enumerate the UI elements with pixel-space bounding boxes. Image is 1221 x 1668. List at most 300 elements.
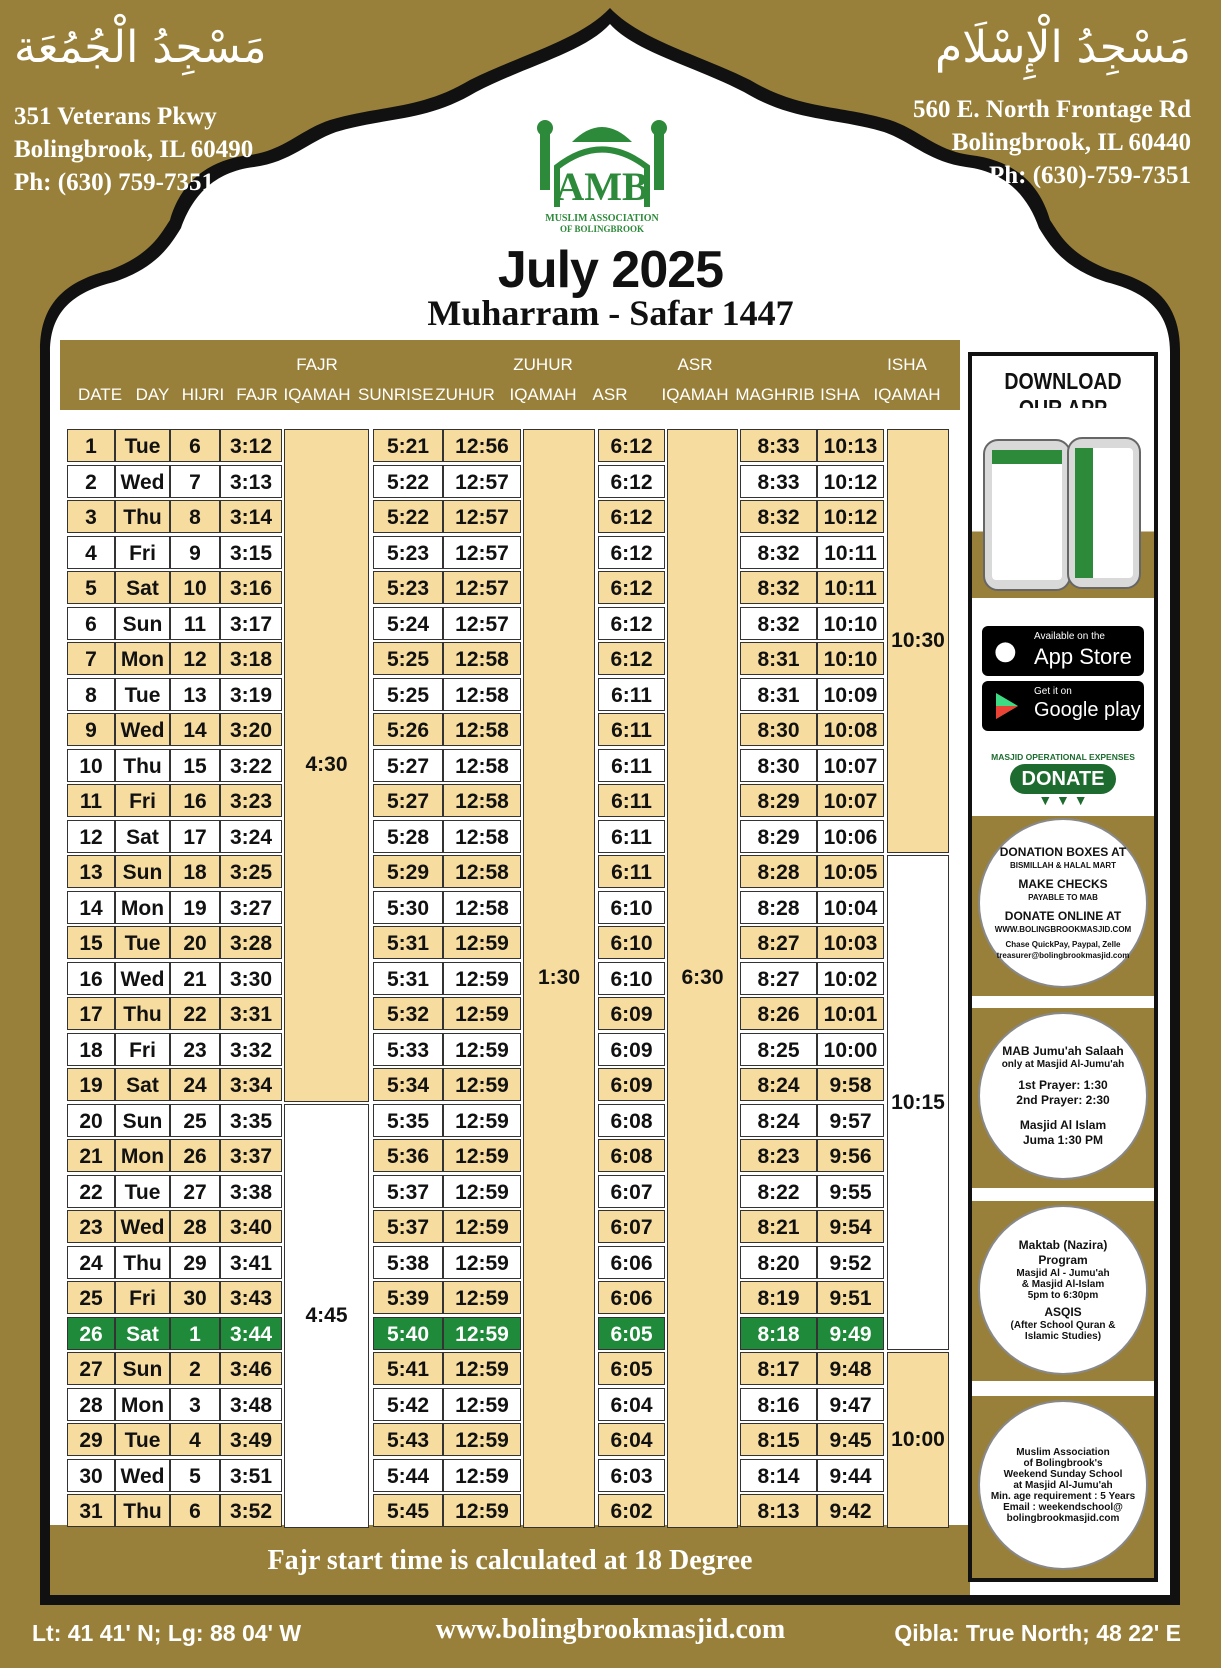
table-row bbox=[65, 1351, 957, 1386]
asr-cell: 6:12 bbox=[598, 607, 665, 640]
zuhur-cell: 12:59 bbox=[443, 1175, 521, 1208]
isha-cell: 9:54 bbox=[817, 1210, 884, 1243]
hijri-cell: 8 bbox=[170, 500, 220, 533]
isha-cell: 10:10 bbox=[817, 642, 884, 675]
day-cell: Sat bbox=[115, 571, 170, 604]
maghrib-cell: 8:28 bbox=[740, 891, 817, 924]
hijri-cell: 3 bbox=[170, 1388, 220, 1421]
hijri-cell: 16 bbox=[170, 784, 220, 817]
date-cell: 20 bbox=[67, 1104, 115, 1137]
isha-cell: 10:12 bbox=[817, 465, 884, 498]
jumuah-l5: Masjid Al Islam bbox=[1019, 1118, 1107, 1132]
day-cell: Sat bbox=[115, 820, 170, 853]
logo-line1: MUSLIM ASSOCIATION bbox=[545, 213, 659, 224]
table-row bbox=[65, 641, 957, 676]
asr-cell: 6:10 bbox=[598, 891, 665, 924]
maghrib-cell: 8:19 bbox=[740, 1281, 817, 1314]
maghrib-cell: 8:16 bbox=[740, 1388, 817, 1421]
isha-cell: 10:07 bbox=[817, 784, 884, 817]
table-row bbox=[65, 1032, 957, 1067]
sunrise-cell: 5:28 bbox=[373, 820, 443, 853]
sunrise-cell: 5:27 bbox=[373, 784, 443, 817]
day-cell: Thu bbox=[115, 1494, 170, 1527]
maghrib-cell: 8:30 bbox=[740, 713, 817, 746]
sunrise-cell: 5:42 bbox=[373, 1388, 443, 1421]
isha-iqamah-block-3: 10:00 bbox=[887, 1352, 949, 1528]
asr-cell: 6:05 bbox=[598, 1352, 665, 1385]
fajr-cell: 3:20 bbox=[220, 713, 282, 746]
day-cell: Mon bbox=[115, 1139, 170, 1172]
asr-cell: 6:10 bbox=[598, 926, 665, 959]
appstore-big-text: App Store bbox=[1034, 644, 1132, 669]
zuhur-cell: 12:57 bbox=[443, 500, 521, 533]
sunrise-cell: 5:40 bbox=[373, 1317, 443, 1350]
mab-logo bbox=[532, 112, 672, 242]
header-isha-iqamah-top: ISHA bbox=[887, 355, 927, 374]
zuhur-cell: 12:58 bbox=[443, 749, 521, 782]
date-cell: 3 bbox=[67, 500, 115, 533]
table-row bbox=[65, 1103, 957, 1138]
asr-cell: 6:12 bbox=[598, 571, 665, 604]
table-row bbox=[65, 535, 957, 570]
zuhur-cell: 12:58 bbox=[443, 784, 521, 817]
donate-arrows-icon: ▼ ▼ ▼ bbox=[1038, 792, 1088, 808]
fajr-cell: 3:16 bbox=[220, 571, 282, 604]
asr-cell: 6:11 bbox=[598, 784, 665, 817]
sunrise-cell: 5:27 bbox=[373, 749, 443, 782]
mosque-logo-icon bbox=[532, 112, 672, 212]
jumuah-l6: Juma 1:30 PM bbox=[1022, 1133, 1104, 1147]
day-cell: Sat bbox=[115, 1317, 170, 1350]
zuhur-cell: 12:57 bbox=[443, 607, 521, 640]
hijri-title: Muharram - Safar 1447 bbox=[427, 293, 794, 333]
sunrise-cell: 5:41 bbox=[373, 1352, 443, 1385]
hijri-cell: 4 bbox=[170, 1423, 220, 1456]
day-cell: Mon bbox=[115, 642, 170, 675]
hijri-cell: 9 bbox=[170, 536, 220, 569]
date-cell: 31 bbox=[67, 1494, 115, 1527]
jumuah-l1: MAB Jumu'ah Salaah bbox=[1002, 1044, 1124, 1058]
right-masjid-arabic-name: مَسْجِدُ الْإِسْلَام bbox=[935, 22, 1191, 73]
sunrise-cell: 5:36 bbox=[373, 1139, 443, 1172]
table-row bbox=[65, 1174, 957, 1209]
day-cell: Sun bbox=[115, 855, 170, 888]
day-cell: Wed bbox=[115, 1210, 170, 1243]
left-address-line2: Bolingbrook, IL 60490 bbox=[14, 136, 254, 163]
coordinates: Lt: 41 41' N; Lg: 88 04' W bbox=[32, 1620, 302, 1646]
logo-line2: OF BOLINGBROOK bbox=[560, 224, 644, 234]
isha-cell: 10:00 bbox=[817, 1033, 884, 1066]
sunrise-cell: 5:31 bbox=[373, 962, 443, 995]
table-row bbox=[65, 428, 957, 463]
fajr-cell: 3:40 bbox=[220, 1210, 282, 1243]
day-cell: Tue bbox=[115, 926, 170, 959]
fajr-cell: 3:35 bbox=[220, 1104, 282, 1137]
sunrise-cell: 5:24 bbox=[373, 607, 443, 640]
donate-button[interactable] bbox=[1010, 764, 1116, 794]
hijri-cell: 14 bbox=[170, 713, 220, 746]
maghrib-cell: 8:14 bbox=[740, 1459, 817, 1492]
day-cell: Wed bbox=[115, 713, 170, 746]
isha-iqamah-block-1: 10:30 bbox=[887, 429, 949, 853]
app-store-button[interactable] bbox=[982, 626, 1144, 676]
table-row bbox=[65, 1387, 957, 1422]
table-row bbox=[65, 1245, 957, 1280]
maghrib-cell: 8:31 bbox=[740, 678, 817, 711]
date-cell: 11 bbox=[67, 784, 115, 817]
zuhur-cell: 12:58 bbox=[443, 678, 521, 711]
maghrib-cell: 8:23 bbox=[740, 1139, 817, 1172]
left-masjid-address bbox=[14, 100, 253, 199]
day-cell: Thu bbox=[115, 749, 170, 782]
asr-cell: 6:07 bbox=[598, 1175, 665, 1208]
hijri-cell: 21 bbox=[170, 962, 220, 995]
maktab-l7: (After School Quran & bbox=[1010, 1320, 1116, 1331]
fajr-cell: 3:32 bbox=[220, 1033, 282, 1066]
jumuah-l3: 1st Prayer: 1:30 bbox=[1018, 1078, 1108, 1092]
fajr-cell: 3:34 bbox=[220, 1068, 282, 1101]
jumuah-l2: only at Masjid Al-Jumu'ah bbox=[1001, 1059, 1125, 1070]
fajr-cell: 3:44 bbox=[220, 1317, 282, 1350]
date-cell: 24 bbox=[67, 1246, 115, 1279]
header-fajr-iqamah-top: FAJR bbox=[296, 355, 338, 374]
sunrise-cell: 5:25 bbox=[373, 642, 443, 675]
right-address-line2: Bolingbrook, IL 60440 bbox=[951, 129, 1191, 156]
date-cell: 10 bbox=[67, 749, 115, 782]
school-l2: of Bolingbrook's bbox=[1023, 1457, 1103, 1469]
isha-cell: 9:55 bbox=[817, 1175, 884, 1208]
sunrise-cell: 5:29 bbox=[373, 855, 443, 888]
isha-cell: 9:56 bbox=[817, 1139, 884, 1172]
hijri-cell: 6 bbox=[170, 1494, 220, 1527]
zuhur-cell: 12:59 bbox=[443, 1139, 521, 1172]
maghrib-cell: 8:31 bbox=[740, 642, 817, 675]
fajr-cell: 3:52 bbox=[220, 1494, 282, 1527]
play-icon bbox=[992, 691, 1022, 721]
zuhur-cell: 12:58 bbox=[443, 820, 521, 853]
donation-l1: DONATION BOXES AT bbox=[999, 845, 1127, 859]
table-row bbox=[65, 1493, 957, 1528]
fajr-cell: 3:49 bbox=[220, 1423, 282, 1456]
maghrib-cell: 8:32 bbox=[740, 536, 817, 569]
maktab-l4: & Masjid Al-Islam bbox=[1021, 1279, 1105, 1290]
table-row bbox=[65, 748, 957, 783]
right-masjid-address bbox=[913, 93, 1191, 192]
school-l4: at Masjid Al-Jumu'ah bbox=[1013, 1479, 1113, 1491]
asr-cell: 6:11 bbox=[598, 820, 665, 853]
date-cell: 13 bbox=[67, 855, 115, 888]
zuhur-cell: 12:57 bbox=[443, 536, 521, 569]
date-cell: 1 bbox=[67, 429, 115, 462]
isha-cell: 9:51 bbox=[817, 1281, 884, 1314]
table-row bbox=[65, 996, 957, 1031]
isha-cell: 9:58 bbox=[817, 1068, 884, 1101]
table-row bbox=[65, 961, 957, 996]
day-cell: Mon bbox=[115, 1388, 170, 1421]
donation-circle bbox=[978, 818, 1148, 988]
date-cell: 9 bbox=[67, 713, 115, 746]
fajr-cell: 3:23 bbox=[220, 784, 282, 817]
zuhur-cell: 12:59 bbox=[443, 1494, 521, 1527]
zuhur-cell: 12:59 bbox=[443, 1281, 521, 1314]
date-cell: 7 bbox=[67, 642, 115, 675]
hijri-cell: 28 bbox=[170, 1210, 220, 1243]
maghrib-cell: 8:29 bbox=[740, 784, 817, 817]
asr-cell: 6:12 bbox=[598, 465, 665, 498]
table-row bbox=[65, 499, 957, 534]
sunrise-cell: 5:31 bbox=[373, 926, 443, 959]
sunrise-cell: 5:25 bbox=[373, 678, 443, 711]
header-date: DATE bbox=[77, 385, 123, 404]
asr-cell: 6:08 bbox=[598, 1104, 665, 1137]
sunrise-cell: 5:44 bbox=[373, 1459, 443, 1492]
website-text[interactable]: www.bolingbrookmasjid.com bbox=[435, 1614, 786, 1645]
date-cell: 25 bbox=[67, 1281, 115, 1314]
hijri-cell: 19 bbox=[170, 891, 220, 924]
maktab-l1: Maktab (Nazira) bbox=[1018, 1238, 1108, 1252]
day-cell: Fri bbox=[115, 1033, 170, 1066]
school-l5: Min. age requirement : 5 Years bbox=[990, 1490, 1136, 1502]
asr-cell: 6:09 bbox=[598, 1068, 665, 1101]
header-fajr-iqamah: IQAMAH bbox=[283, 385, 351, 404]
zuhur-cell: 12:59 bbox=[443, 1423, 521, 1456]
isha-cell: 10:10 bbox=[817, 607, 884, 640]
header-fajr: FAJR bbox=[236, 385, 278, 404]
sunrise-cell: 5:30 bbox=[373, 891, 443, 924]
sidebar bbox=[968, 352, 1158, 1582]
sunrise-cell: 5:34 bbox=[373, 1068, 443, 1101]
day-cell: Thu bbox=[115, 500, 170, 533]
table-row bbox=[65, 712, 957, 747]
date-cell: 17 bbox=[67, 997, 115, 1030]
isha-cell: 10:09 bbox=[817, 678, 884, 711]
maghrib-cell: 8:32 bbox=[740, 500, 817, 533]
day-cell: Wed bbox=[115, 1459, 170, 1492]
fajr-cell: 3:37 bbox=[220, 1139, 282, 1172]
date-cell: 8 bbox=[67, 678, 115, 711]
isha-cell: 10:03 bbox=[817, 926, 884, 959]
asr-cell: 6:06 bbox=[598, 1281, 665, 1314]
school-l6: Email : weekendschool@ bbox=[1003, 1501, 1123, 1513]
appstore-small-text: Available on the bbox=[1034, 631, 1105, 642]
zuhur-iqamah-block: 1:30 bbox=[523, 429, 595, 1528]
fajr-cell: 3:19 bbox=[220, 678, 282, 711]
table-row bbox=[65, 570, 957, 605]
fajr-cell: 3:48 bbox=[220, 1388, 282, 1421]
asr-cell: 6:05 bbox=[598, 1317, 665, 1350]
isha-cell: 9:49 bbox=[817, 1317, 884, 1350]
table-row bbox=[65, 854, 957, 889]
donation-l4: PAYABLE TO MAB bbox=[1028, 893, 1098, 902]
date-cell: 23 bbox=[67, 1210, 115, 1243]
header-hijri: HIJRI bbox=[181, 385, 225, 404]
table-row bbox=[65, 1280, 957, 1315]
left-address-line1: 351 Veterans Pkwy bbox=[14, 103, 217, 130]
hijri-cell: 2 bbox=[170, 1352, 220, 1385]
date-cell: 21 bbox=[67, 1139, 115, 1172]
zuhur-cell: 12:59 bbox=[443, 1104, 521, 1137]
maghrib-cell: 8:24 bbox=[740, 1068, 817, 1101]
jumuah-card bbox=[972, 1008, 1154, 1188]
maghrib-cell: 8:27 bbox=[740, 926, 817, 959]
zuhur-cell: 12:58 bbox=[443, 713, 521, 746]
donation-l2: BISMILLAH & HALAL MART bbox=[1009, 861, 1117, 870]
maghrib-cell: 8:17 bbox=[740, 1352, 817, 1385]
zuhur-cell: 12:58 bbox=[443, 891, 521, 924]
header-isha-iqamah: IQAMAH bbox=[873, 385, 941, 404]
logo-letters: AMB bbox=[555, 164, 649, 209]
day-cell: Tue bbox=[115, 1175, 170, 1208]
day-cell: Thu bbox=[115, 997, 170, 1030]
date-cell: 18 bbox=[67, 1033, 115, 1066]
fajr-iqamah-block-2: 4:45 bbox=[284, 1104, 369, 1528]
hijri-cell: 18 bbox=[170, 855, 220, 888]
fajr-iqamah-block-1: 4:30 bbox=[284, 429, 369, 1102]
maktab-card bbox=[972, 1201, 1154, 1381]
isha-cell: 9:44 bbox=[817, 1459, 884, 1492]
fajr-cell: 3:15 bbox=[220, 536, 282, 569]
hijri-cell: 11 bbox=[170, 607, 220, 640]
maghrib-cell: 8:28 bbox=[740, 855, 817, 888]
right-address-line1: 560 E. North Frontage Rd bbox=[912, 96, 1191, 123]
date-cell: 15 bbox=[67, 926, 115, 959]
isha-cell: 9:42 bbox=[817, 1494, 884, 1527]
google-play-button[interactable] bbox=[982, 681, 1144, 731]
fajr-cell: 3:14 bbox=[220, 500, 282, 533]
day-cell: Tue bbox=[115, 429, 170, 462]
asr-cell: 6:09 bbox=[598, 997, 665, 1030]
maghrib-cell: 8:32 bbox=[740, 607, 817, 640]
donate-label: DONATE bbox=[1021, 768, 1105, 790]
date-cell: 19 bbox=[67, 1068, 115, 1101]
date-cell: 2 bbox=[67, 465, 115, 498]
sunrise-cell: 5:26 bbox=[373, 713, 443, 746]
googleplay-small-text: Get it on bbox=[1034, 686, 1072, 697]
day-cell: Fri bbox=[115, 536, 170, 569]
left-phone: Ph: (630) 759-7351 bbox=[14, 169, 214, 196]
zuhur-cell: 12:59 bbox=[443, 1068, 521, 1101]
maghrib-cell: 8:33 bbox=[740, 429, 817, 462]
zuhur-cell: 12:56 bbox=[443, 429, 521, 462]
table-row bbox=[65, 1067, 957, 1102]
school-l1: Muslim Association bbox=[1016, 1446, 1110, 1458]
day-cell: Fri bbox=[115, 784, 170, 817]
header-asr-iqamah-top: ASR bbox=[677, 355, 713, 374]
zuhur-cell: 12:59 bbox=[443, 962, 521, 995]
zuhur-cell: 12:59 bbox=[443, 1210, 521, 1243]
donation-l8: treasurer@bolingbrookmasjid.com bbox=[996, 951, 1130, 960]
fajr-cell: 3:17 bbox=[220, 607, 282, 640]
table-row bbox=[65, 1316, 957, 1351]
hijri-cell: 24 bbox=[170, 1068, 220, 1101]
sunrise-cell: 5:23 bbox=[373, 536, 443, 569]
day-cell: Thu bbox=[115, 1246, 170, 1279]
maktab-l8: Islamic Studies) bbox=[1024, 1331, 1102, 1342]
maktab-l2: Program bbox=[1038, 1253, 1088, 1267]
date-cell: 27 bbox=[67, 1352, 115, 1385]
date-cell: 16 bbox=[67, 962, 115, 995]
sunrise-cell: 5:39 bbox=[373, 1281, 443, 1314]
zuhur-cell: 12:59 bbox=[443, 997, 521, 1030]
header-isha: ISHA bbox=[820, 385, 860, 404]
maghrib-cell: 8:29 bbox=[740, 820, 817, 853]
isha-iqamah-block-2: 10:15 bbox=[887, 855, 949, 1350]
maghrib-cell: 8:32 bbox=[740, 571, 817, 604]
day-cell: Sat bbox=[115, 1068, 170, 1101]
table-row bbox=[65, 677, 957, 712]
isha-cell: 10:01 bbox=[817, 997, 884, 1030]
googleplay-big-text: Google play bbox=[1034, 699, 1141, 721]
maghrib-cell: 8:30 bbox=[740, 749, 817, 782]
fajr-cell: 3:46 bbox=[220, 1352, 282, 1385]
header-zuhur: ZUHUR bbox=[435, 385, 495, 404]
maghrib-cell: 8:18 bbox=[740, 1317, 817, 1350]
fajr-cell: 3:22 bbox=[220, 749, 282, 782]
maghrib-cell: 8:27 bbox=[740, 962, 817, 995]
asr-iqamah-block: 6:30 bbox=[667, 429, 738, 1528]
donation-card bbox=[972, 816, 1154, 996]
asr-cell: 6:11 bbox=[598, 678, 665, 711]
sunrise-cell: 5:23 bbox=[373, 571, 443, 604]
asr-cell: 6:12 bbox=[598, 500, 665, 533]
isha-cell: 10:06 bbox=[817, 820, 884, 853]
table-row bbox=[65, 819, 957, 854]
hijri-cell: 12 bbox=[170, 642, 220, 675]
isha-cell: 9:57 bbox=[817, 1104, 884, 1137]
hijri-cell: 20 bbox=[170, 926, 220, 959]
maghrib-cell: 8:24 bbox=[740, 1104, 817, 1137]
donation-l7: Chase QuickPay, Paypal, Zelle bbox=[1005, 940, 1121, 949]
isha-cell: 9:52 bbox=[817, 1246, 884, 1279]
fajr-cell: 3:51 bbox=[220, 1459, 282, 1492]
school-l3: Weekend Sunday School bbox=[1003, 1468, 1123, 1480]
maktab-l3: Masjid Al - Jumu'ah bbox=[1016, 1268, 1110, 1279]
header-zuhur-iqamah: IQAMAH bbox=[509, 385, 577, 404]
table-row bbox=[65, 925, 957, 960]
qibla-direction: Qibla: True North; 48 22' E bbox=[894, 1620, 1181, 1646]
table-row bbox=[65, 1422, 957, 1457]
sunrise-cell: 5:21 bbox=[373, 429, 443, 462]
school-circle bbox=[978, 1400, 1148, 1570]
sunrise-cell: 5:32 bbox=[373, 997, 443, 1030]
school-card bbox=[972, 1396, 1154, 1578]
month-title: July 2025 bbox=[497, 241, 724, 299]
fajr-cell: 3:12 bbox=[220, 429, 282, 462]
fajr-cell: 3:27 bbox=[220, 891, 282, 924]
isha-cell: 10:04 bbox=[817, 891, 884, 924]
hijri-cell: 7 bbox=[170, 465, 220, 498]
asr-cell: 6:04 bbox=[598, 1423, 665, 1456]
hijri-cell: 15 bbox=[170, 749, 220, 782]
asr-cell: 6:04 bbox=[598, 1388, 665, 1421]
day-cell: Wed bbox=[115, 962, 170, 995]
fajr-cell: 3:18 bbox=[220, 642, 282, 675]
left-masjid-arabic-name: مَسْجِدُ الْجُمُعَة bbox=[14, 22, 267, 73]
maghrib-cell: 8:26 bbox=[740, 997, 817, 1030]
donation-l6: WWW.BOLINGBROOKMASJID.COM bbox=[994, 925, 1132, 934]
day-cell: Sun bbox=[115, 607, 170, 640]
sunrise-cell: 5:22 bbox=[373, 500, 443, 533]
asr-cell: 6:10 bbox=[598, 962, 665, 995]
maghrib-cell: 8:15 bbox=[740, 1423, 817, 1456]
prayer-times-table bbox=[65, 428, 957, 1530]
fajr-cell: 3:24 bbox=[220, 820, 282, 853]
hijri-cell: 5 bbox=[170, 1459, 220, 1492]
hijri-cell: 25 bbox=[170, 1104, 220, 1137]
date-cell: 6 bbox=[67, 607, 115, 640]
sunrise-cell: 5:45 bbox=[373, 1494, 443, 1527]
table-row bbox=[65, 783, 957, 818]
